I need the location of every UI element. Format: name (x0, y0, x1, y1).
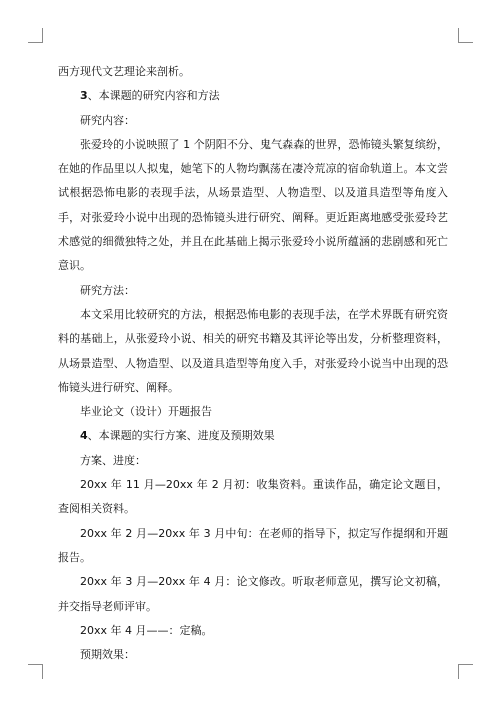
document-body (58, 60, 448, 667)
crop-mark-top-right (458, 28, 473, 43)
report-title: 毕业论文（设计）开题报告 (80, 405, 212, 419)
section-4-number: 4 (80, 429, 88, 443)
research-content-label: 研究内容： (80, 113, 135, 127)
schedule-item: 20xx 年 2 月—20xx 年 3 月中旬：在老师的指导下，拟定写作提纲和开题报告。 (58, 526, 448, 564)
section-4-heading (58, 424, 448, 448)
section-3-title: 、本课题的研究内容和方法 (87, 89, 220, 103)
section-3-number: 3 (80, 89, 88, 103)
schedule-item: 20xx 年 4 月——：定稿。 (80, 623, 213, 637)
crop-mark-bottom-left (28, 664, 43, 679)
plan-label: 方案、进度： (80, 453, 146, 467)
research-method-paragraph: 本文采用比较研究的方法，根据恐怖电影的表现手法，在学术界既有研究资料的基础上，从张爱玲小说、相关的研究书籍及其评论等出发，分析整理资料，从场景造型、人物造型、以及道具造型等角度入手，对张爱玲小说当中出现的恐怖镜头进行研究、阐释。 (58, 307, 448, 394)
schedule-item: 20xx 年 3 月—20xx 年 4 月：论文修改。听取老师意见，撰写论文初稿，并交指导老师评审。 (58, 575, 448, 613)
research-content-paragraph: 张爱玲的小说映照了 1 个阴阳不分、鬼气森森的世界，恐怖镜头繁复缤纷，在她的作品里以人拟鬼，她笔下的人物均飘荡在凄冷荒凉的宿命轨道上。本文尝试根据恐怖电影的表现手法，从场景造型、人物造型、以及道具造型等角度入手，对张爱玲小说中出现的恐怖镜头进行研究、阐释。更近距离地感受张爱玲艺术感觉的细微独特之处，并且在此基础上揭示张爱玲小说所蕴涵的悲剧感和死亡意识。 (58, 137, 448, 273)
research-method-label: 研究方法： (80, 283, 135, 297)
carryover-line: 西方现代文艺理论来剖析。 (58, 65, 190, 78)
schedule-item: 20xx 年 11 月—20xx 年 2 月初：收集资料。重读作品，确定论文题目，查阅相关资料。 (58, 478, 448, 516)
expected-results-label: 预期效果： (80, 648, 135, 662)
crop-mark-bottom-right (458, 664, 473, 679)
crop-mark-top-left (28, 28, 43, 43)
section-4-title: 、本课题的实行方案、进度及预期效果 (87, 429, 275, 443)
section-3-heading (58, 84, 448, 108)
